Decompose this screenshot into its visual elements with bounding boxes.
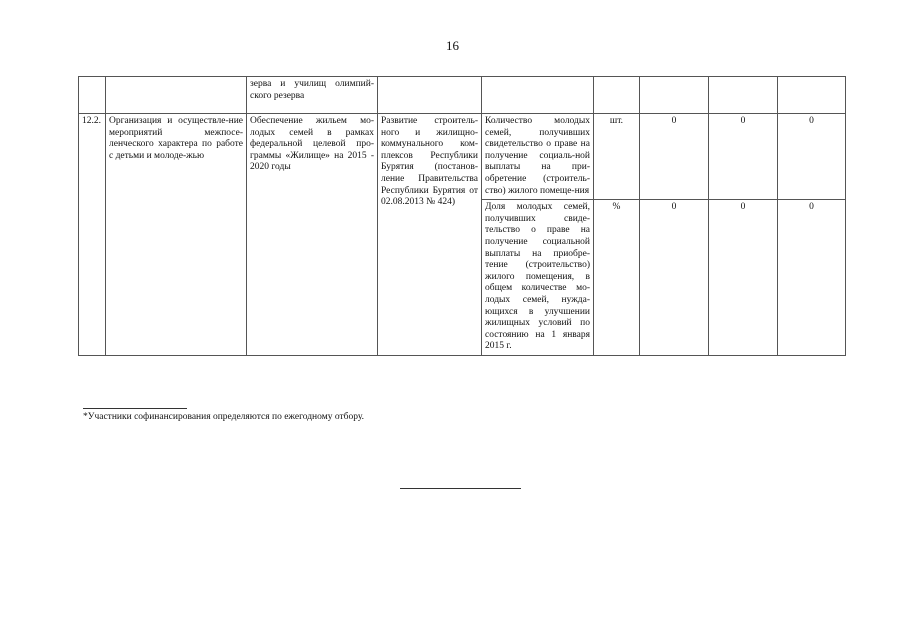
table-row (79, 77, 846, 114)
indicator-unit: % (594, 200, 640, 356)
table-cell (482, 77, 594, 114)
indicator-value: 0 (778, 114, 846, 200)
table-cell (594, 77, 640, 114)
table-cell (378, 77, 482, 114)
row-number: 12.2. (79, 114, 106, 356)
indicator-value: 0 (640, 200, 709, 356)
event-name: Организация и осуществле-ние мероприятий межпосе-ленческого характера по работе с детьми и молоде-жью (106, 114, 247, 356)
table-cell-program-continued: зерва и училищ олимпий-ского резерва (247, 77, 378, 114)
page-number: 16 (446, 38, 459, 53)
indicator-value: 0 (778, 200, 846, 356)
indicator-name: Доля молодых семей, получивших свиде-тельство о праве на получение социальной выплаты на приобре-тение (строительство) жилого помещения, в общем количестве мо-лодых семей, нужда-ющихся в улучшении жилищных условий по состоянию на 1 января 2015 г. (482, 200, 594, 356)
indicator-name: Количество молодых семей, получивших свидетельство о праве на получение социаль-ной выплаты на при-обретение (строитель-ство) жилого помеще-ния (482, 114, 594, 200)
indicator-value: 0 (709, 114, 778, 200)
table-cell (778, 77, 846, 114)
table-cell (106, 77, 247, 114)
program-name: Обеспечение жильем мо-лодых семей в рамках федеральной целевой про-граммы «Жилище» на 2015 - 2020 годы (247, 114, 378, 356)
table-row (79, 114, 846, 200)
end-divider (400, 488, 521, 489)
table-cell (709, 77, 778, 114)
table-cell (640, 77, 709, 114)
footnote: *Участники софинансирования определяются по ежегодному отбору. (83, 412, 364, 422)
indicator-value: 0 (640, 114, 709, 200)
indicator-value: 0 (709, 200, 778, 356)
footnote-divider (83, 408, 187, 409)
program-table (78, 76, 846, 356)
indicator-unit: шт. (594, 114, 640, 200)
table-cell (79, 77, 106, 114)
subprogram-name: Развитие строитель-ного и жилищно-коммунального ком-плексов Республики Бурятия (постанов-ление Правительства Республики Бурятия от 02.08.2013 № 424) (378, 114, 482, 356)
